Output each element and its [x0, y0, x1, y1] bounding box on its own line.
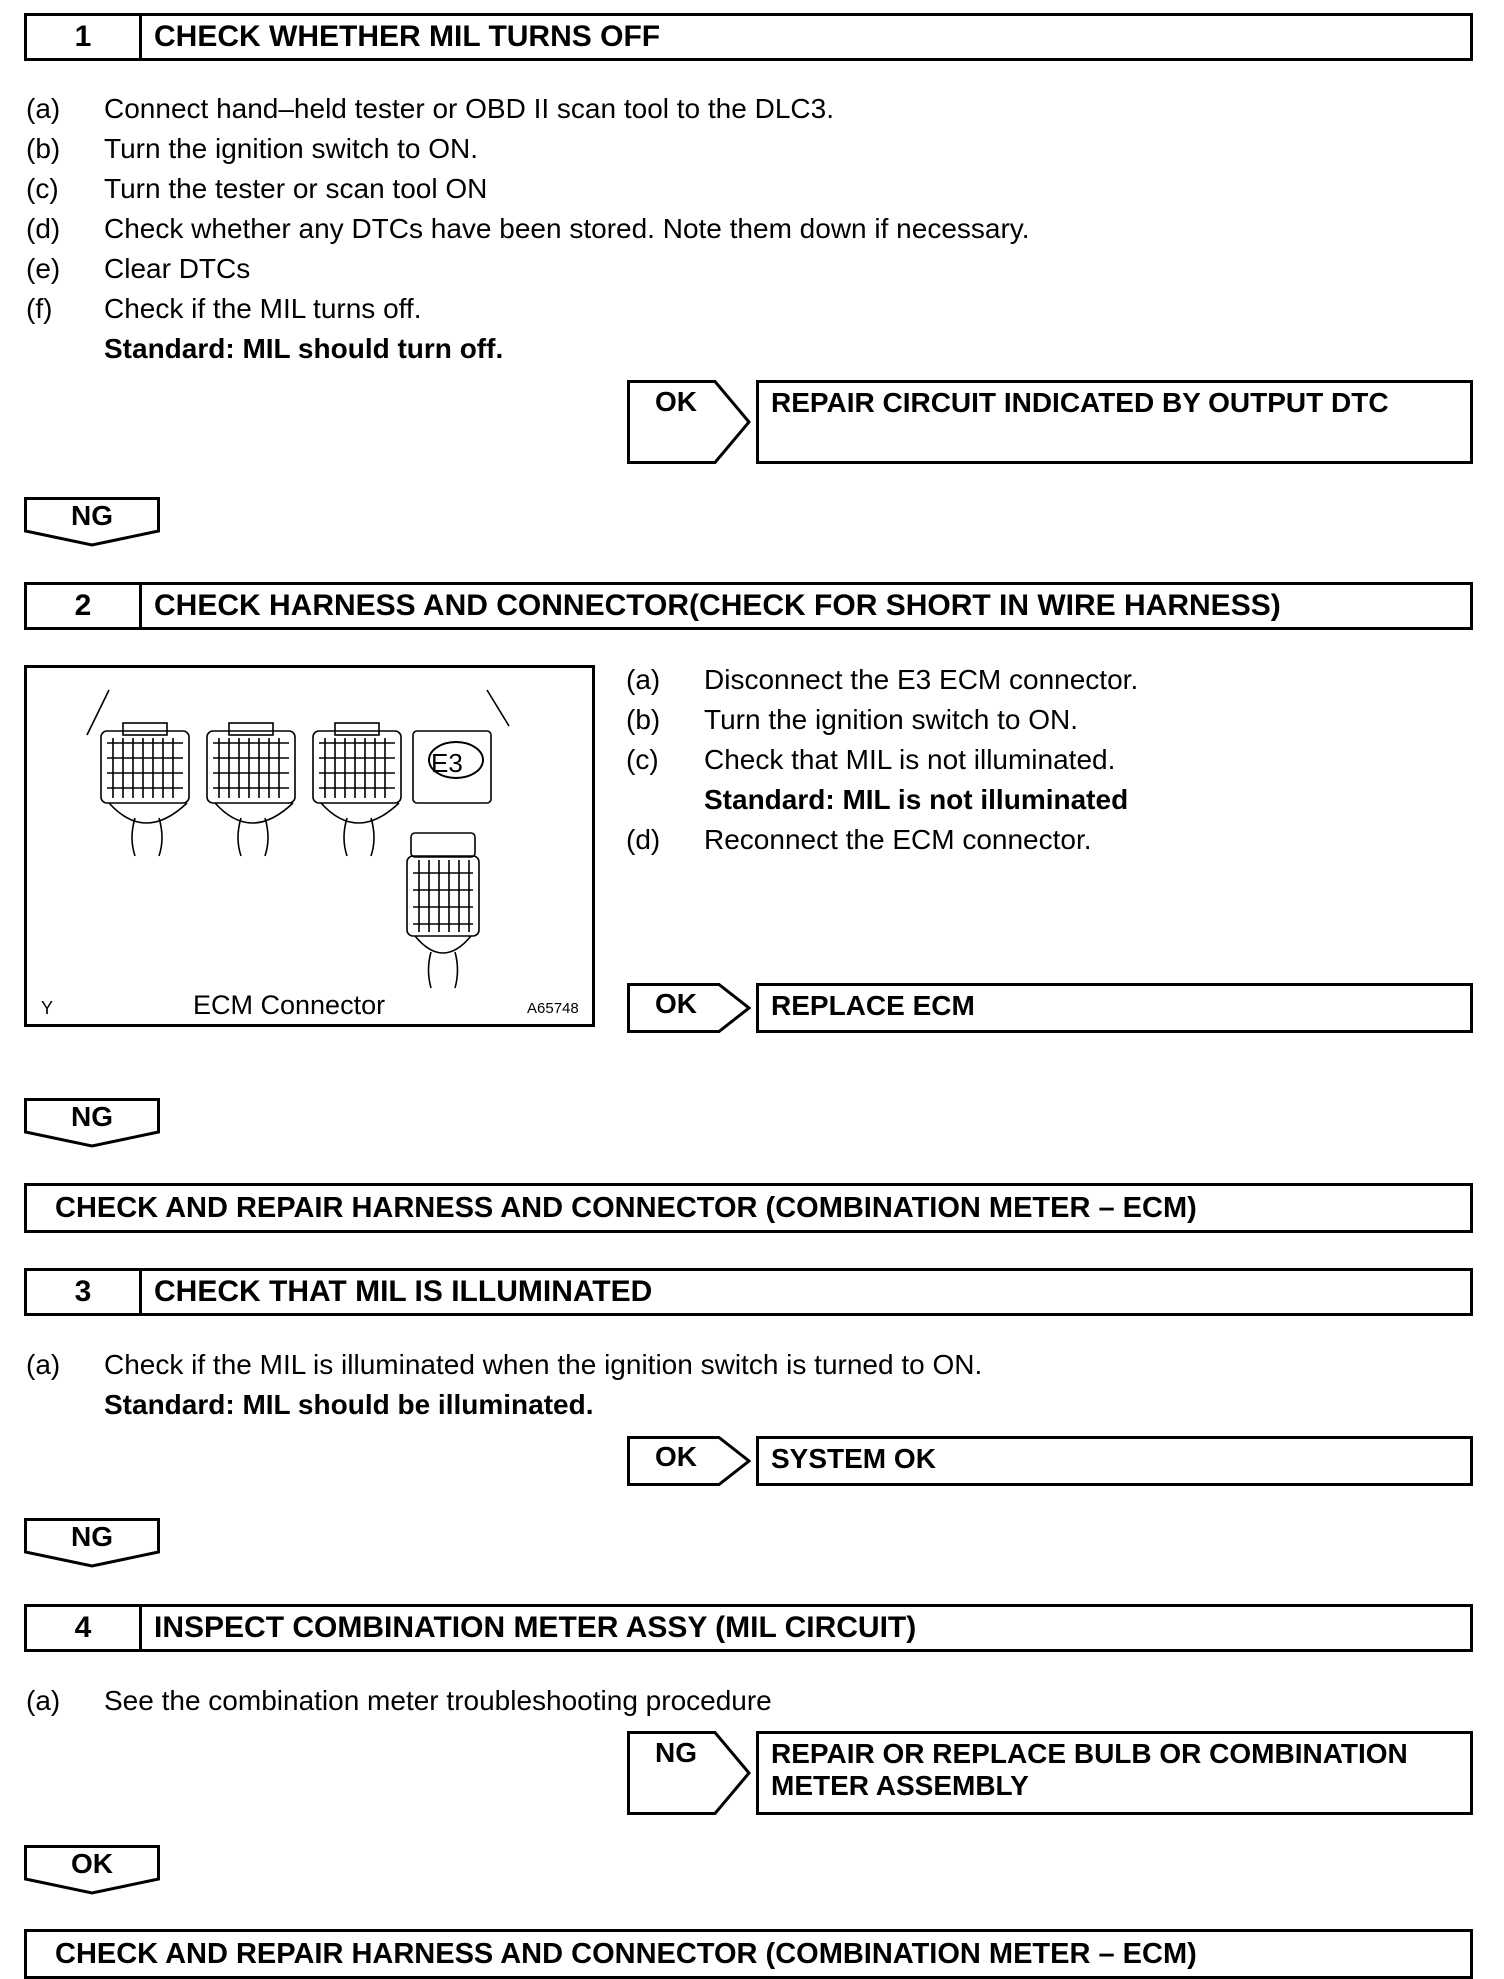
ng-tab: [24, 497, 160, 547]
step-number: 1: [27, 16, 142, 58]
step-title: INSPECT COMBINATION METER ASSY (MIL CIRCUIT): [154, 1611, 917, 1644]
ok-arrow: [627, 1436, 751, 1486]
standard-text: Standard: MIL should be illuminated.: [104, 1389, 594, 1420]
step-2-header: [24, 582, 1473, 630]
ng-result-line: REPAIR OR REPLACE BULB OR COMBINATION: [771, 1738, 1408, 1769]
step-4-header: [24, 1604, 1473, 1652]
step-title: CHECK THAT MIL IS ILLUMINATED: [154, 1275, 653, 1308]
connector-label-e3: E3: [431, 748, 463, 778]
figure-code: A65748: [527, 1000, 579, 1017]
ok-label: OK: [71, 1848, 113, 1879]
step-title: CHECK HARNESS AND CONNECTOR(CHECK FOR SHORT IN WIRE HARNESS): [154, 589, 1281, 622]
ng-label: NG: [71, 1521, 113, 1552]
figure-caption: ECM Connector: [193, 990, 386, 1020]
ok-arrow: [627, 380, 751, 464]
ok-arrow: [627, 983, 751, 1033]
ok-result-box: SYSTEM OK: [756, 1436, 1473, 1486]
step-3-header: [24, 1268, 1473, 1316]
ok-result-box: REPLACE ECM: [756, 983, 1473, 1033]
ok-tab: [24, 1845, 160, 1895]
ok-result-box: CHECK AND REPAIR HARNESS AND CONNECTOR (COMBINATION METER – ECM): [24, 1929, 1473, 1979]
ng-label: NG: [71, 1101, 113, 1132]
ng-label: NG: [655, 1737, 697, 1768]
standard-text: Standard: MIL is not illuminated: [704, 784, 1129, 815]
ok-label: OK: [655, 386, 697, 417]
ng-arrow: [627, 1731, 751, 1815]
standard-text: Standard: MIL should turn off.: [104, 333, 504, 364]
ecm-connector-illustration: [27, 668, 592, 1024]
step-number: 3: [27, 1271, 142, 1313]
ng-label: NG: [71, 500, 113, 531]
ok-label: OK: [655, 1441, 697, 1472]
ng-result-box: CHECK AND REPAIR HARNESS AND CONNECTOR (COMBINATION METER – ECM): [24, 1183, 1473, 1233]
ng-result-line: METER ASSEMBLY: [771, 1770, 1029, 1801]
step-title: CHECK WHETHER MIL TURNS OFF: [154, 20, 661, 53]
ng-tab: [24, 1518, 160, 1568]
ok-label: OK: [655, 988, 697, 1019]
ecm-connector-figure: [24, 665, 595, 1027]
step-number: 2: [27, 585, 142, 627]
step-1-header: [24, 13, 1473, 61]
step-number: 4: [27, 1607, 142, 1649]
ng-result-box: [756, 1731, 1473, 1815]
figure-corner-mark: Y: [41, 998, 54, 1018]
ng-tab: [24, 1098, 160, 1148]
ok-result-box: REPAIR CIRCUIT INDICATED BY OUTPUT DTC: [756, 380, 1473, 464]
